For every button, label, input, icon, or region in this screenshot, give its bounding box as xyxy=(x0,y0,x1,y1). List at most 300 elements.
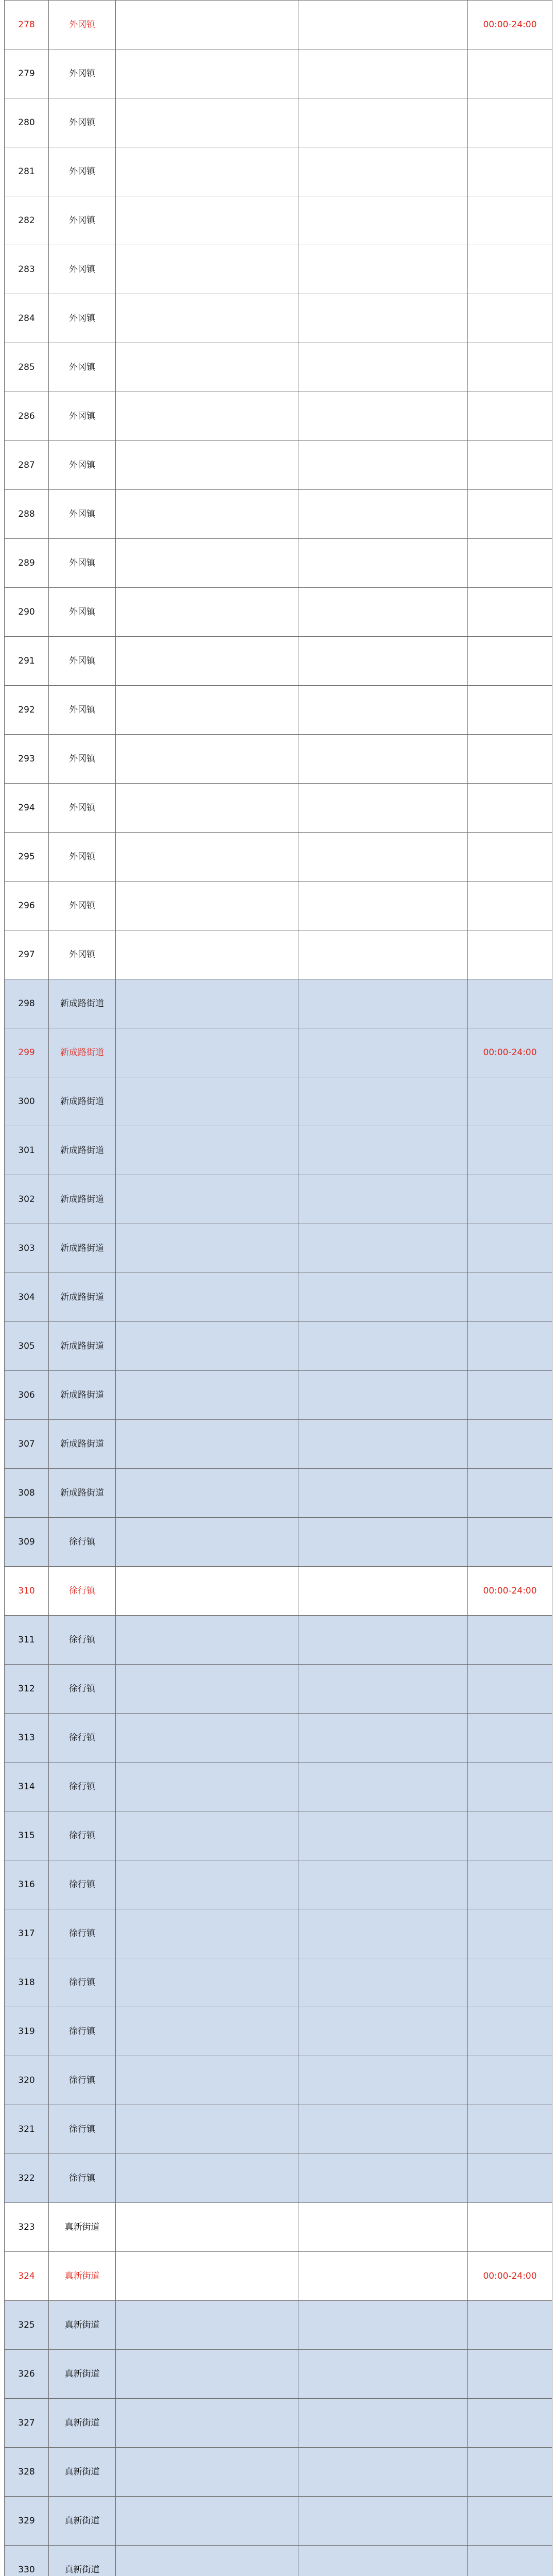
town-cell: 徐行镇 xyxy=(49,1811,116,1860)
testing-hours-cell xyxy=(468,2301,552,2350)
testing-hours-cell xyxy=(468,1518,552,1567)
testing-hours-cell xyxy=(468,2203,552,2252)
testing-hours-cell xyxy=(468,1616,552,1665)
town-cell: 真新街道 xyxy=(49,2203,116,2252)
testing-hours-cell xyxy=(468,49,552,98)
town-cell: 真新街道 xyxy=(49,2448,116,2497)
address-cell xyxy=(299,196,468,245)
row-number-cell: 313 xyxy=(5,1714,49,1762)
row-number-cell: 289 xyxy=(5,539,49,588)
town-cell: 外冈镇 xyxy=(49,539,116,588)
address-cell xyxy=(299,1469,468,1518)
testing-hours-cell xyxy=(468,98,552,147)
row-number-cell: 290 xyxy=(5,588,49,637)
table-row xyxy=(5,637,552,686)
site-name-cell xyxy=(116,2203,299,2252)
site-name-cell xyxy=(116,1028,299,1077)
town-cell: 外冈镇 xyxy=(49,784,116,833)
address-cell xyxy=(299,833,468,882)
table-row xyxy=(5,343,552,392)
address-cell xyxy=(299,1371,468,1420)
row-number-cell: 301 xyxy=(5,1126,49,1175)
table-row xyxy=(5,2497,552,2546)
address-cell xyxy=(299,979,468,1028)
table-row xyxy=(5,196,552,245)
row-number-cell: 306 xyxy=(5,1371,49,1420)
site-name-cell xyxy=(116,735,299,784)
row-number-cell: 282 xyxy=(5,196,49,245)
row-number-cell: 285 xyxy=(5,343,49,392)
address-cell xyxy=(299,49,468,98)
row-number-cell: 329 xyxy=(5,2497,49,2546)
site-name-cell xyxy=(116,2350,299,2399)
address-cell xyxy=(299,1665,468,1714)
testing-hours-cell xyxy=(468,294,552,343)
town-cell: 徐行镇 xyxy=(49,1518,116,1567)
town-cell: 外冈镇 xyxy=(49,686,116,735)
address-cell xyxy=(299,1762,468,1811)
row-number-cell: 319 xyxy=(5,2007,49,2056)
site-name-cell xyxy=(116,882,299,930)
table-row xyxy=(5,392,552,441)
testing-hours-cell xyxy=(468,2448,552,2497)
site-name-cell xyxy=(116,2056,299,2105)
table-row xyxy=(5,588,552,637)
table-row xyxy=(5,2448,552,2497)
testing-hours-cell xyxy=(468,392,552,441)
town-cell: 外冈镇 xyxy=(49,245,116,294)
address-cell xyxy=(299,735,468,784)
address-cell xyxy=(299,784,468,833)
row-number-cell: 300 xyxy=(5,1077,49,1126)
testing-hours-cell xyxy=(468,1420,552,1469)
testing-hours-cell xyxy=(468,784,552,833)
site-name-cell xyxy=(116,2399,299,2448)
site-name-cell xyxy=(116,2105,299,2154)
address-cell xyxy=(299,490,468,539)
table-row xyxy=(5,2007,552,2056)
site-name-cell xyxy=(116,245,299,294)
testing-hours-cell xyxy=(468,930,552,979)
town-cell: 真新街道 xyxy=(49,2301,116,2350)
testing-hours-cell xyxy=(468,490,552,539)
table-row xyxy=(5,2056,552,2105)
town-cell: 新成路街道 xyxy=(49,1077,116,1126)
site-name-cell xyxy=(116,441,299,490)
table-row xyxy=(5,1811,552,1860)
town-cell: 新成路街道 xyxy=(49,1175,116,1224)
site-name-cell xyxy=(116,1665,299,1714)
testing-hours-cell xyxy=(468,735,552,784)
table-row xyxy=(5,1714,552,1762)
site-name-cell xyxy=(116,1175,299,1224)
site-name-cell xyxy=(116,294,299,343)
town-cell: 外冈镇 xyxy=(49,833,116,882)
site-name-cell xyxy=(116,1077,299,1126)
site-name-cell xyxy=(116,1518,299,1567)
town-cell: 新成路街道 xyxy=(49,1469,116,1518)
testing-hours-cell xyxy=(468,2350,552,2399)
testing-hours-cell xyxy=(468,1958,552,2007)
table-row xyxy=(5,1469,552,1518)
address-cell xyxy=(299,588,468,637)
town-cell: 外冈镇 xyxy=(49,196,116,245)
testing-hours-cell xyxy=(468,245,552,294)
testing-hours-cell xyxy=(468,1126,552,1175)
row-number-cell: 305 xyxy=(5,1322,49,1371)
row-number-cell: 280 xyxy=(5,98,49,147)
row-number-cell: 311 xyxy=(5,1616,49,1665)
table-row xyxy=(5,1518,552,1567)
address-cell xyxy=(299,1909,468,1958)
town-cell: 新成路街道 xyxy=(49,1224,116,1273)
row-number-cell: 278 xyxy=(5,1,49,49)
town-cell: 新成路街道 xyxy=(49,1028,116,1077)
row-number-cell: 320 xyxy=(5,2056,49,2105)
testing-hours-cell xyxy=(468,2154,552,2203)
site-name-cell xyxy=(116,1958,299,2007)
address-cell xyxy=(299,2350,468,2399)
testing-hours-cell xyxy=(468,196,552,245)
testing-hours-cell xyxy=(468,1469,552,1518)
address-cell xyxy=(299,539,468,588)
town-cell: 新成路街道 xyxy=(49,1322,116,1371)
site-name-cell xyxy=(116,686,299,735)
site-name-cell xyxy=(116,1420,299,1469)
row-number-cell: 297 xyxy=(5,930,49,979)
testing-hours-cell xyxy=(468,2399,552,2448)
address-cell xyxy=(299,1714,468,1762)
row-number-cell: 330 xyxy=(5,2546,49,2576)
testing-hours-cell xyxy=(468,1762,552,1811)
site-name-cell xyxy=(116,1273,299,1322)
table-row xyxy=(5,1567,552,1616)
row-number-cell: 315 xyxy=(5,1811,49,1860)
row-number-cell: 316 xyxy=(5,1860,49,1909)
town-cell: 徐行镇 xyxy=(49,1665,116,1714)
address-cell xyxy=(299,2154,468,2203)
table-row xyxy=(5,1028,552,1077)
testing-hours-cell xyxy=(468,2497,552,2546)
town-cell: 新成路街道 xyxy=(49,1420,116,1469)
testing-hours-cell xyxy=(468,1811,552,1860)
table-row xyxy=(5,1077,552,1126)
town-cell: 真新街道 xyxy=(49,2497,116,2546)
table-row xyxy=(5,735,552,784)
table-row xyxy=(5,1958,552,2007)
address-cell xyxy=(299,2399,468,2448)
table-row xyxy=(5,1322,552,1371)
site-name-cell xyxy=(116,1714,299,1762)
testing-hours-cell xyxy=(468,2007,552,2056)
site-name-cell xyxy=(116,98,299,147)
town-cell: 外冈镇 xyxy=(49,147,116,196)
testing-hours-cell xyxy=(468,2105,552,2154)
town-cell: 徐行镇 xyxy=(49,1616,116,1665)
row-number-cell: 293 xyxy=(5,735,49,784)
address-cell xyxy=(299,2301,468,2350)
town-cell: 徐行镇 xyxy=(49,2154,116,2203)
row-number-cell: 281 xyxy=(5,147,49,196)
address-cell xyxy=(299,2252,468,2301)
address-cell xyxy=(299,1,468,49)
row-number-cell: 308 xyxy=(5,1469,49,1518)
site-name-cell xyxy=(116,1322,299,1371)
row-number-cell: 291 xyxy=(5,637,49,686)
town-cell: 真新街道 xyxy=(49,2252,116,2301)
address-cell xyxy=(299,1420,468,1469)
town-cell: 徐行镇 xyxy=(49,2105,116,2154)
table-row xyxy=(5,784,552,833)
address-cell xyxy=(299,392,468,441)
town-cell: 徐行镇 xyxy=(49,1958,116,2007)
testing-hours-cell xyxy=(468,1860,552,1909)
town-cell: 外冈镇 xyxy=(49,637,116,686)
town-cell: 徐行镇 xyxy=(49,2007,116,2056)
address-cell xyxy=(299,1811,468,1860)
site-name-cell xyxy=(116,1469,299,1518)
row-number-cell: 298 xyxy=(5,979,49,1028)
address-cell xyxy=(299,2448,468,2497)
site-name-cell xyxy=(116,1371,299,1420)
town-cell: 徐行镇 xyxy=(49,1714,116,1762)
testing-hours-cell xyxy=(468,1322,552,1371)
site-name-cell xyxy=(116,930,299,979)
testing-sites-table-body xyxy=(5,1,552,2576)
row-number-cell: 304 xyxy=(5,1273,49,1322)
address-cell xyxy=(299,1860,468,1909)
site-name-cell xyxy=(116,1860,299,1909)
table-row xyxy=(5,490,552,539)
testing-hours-cell: 00:00-24:00 xyxy=(468,1028,552,1077)
town-cell: 徐行镇 xyxy=(49,1762,116,1811)
town-cell: 外冈镇 xyxy=(49,588,116,637)
site-name-cell xyxy=(116,833,299,882)
table-row xyxy=(5,1,552,49)
address-cell xyxy=(299,2203,468,2252)
town-cell: 新成路街道 xyxy=(49,1371,116,1420)
site-name-cell xyxy=(116,588,299,637)
town-cell: 新成路街道 xyxy=(49,1273,116,1322)
address-cell xyxy=(299,1028,468,1077)
row-number-cell: 318 xyxy=(5,1958,49,2007)
testing-hours-cell xyxy=(468,1077,552,1126)
table-row xyxy=(5,979,552,1028)
address-cell xyxy=(299,343,468,392)
site-name-cell xyxy=(116,2301,299,2350)
address-cell xyxy=(299,1077,468,1126)
table-row xyxy=(5,882,552,930)
testing-hours-cell xyxy=(468,539,552,588)
testing-hours-cell xyxy=(468,979,552,1028)
site-name-cell xyxy=(116,1762,299,1811)
town-cell: 徐行镇 xyxy=(49,1567,116,1616)
table-row xyxy=(5,2546,552,2576)
town-cell: 外冈镇 xyxy=(49,392,116,441)
row-number-cell: 312 xyxy=(5,1665,49,1714)
site-name-cell xyxy=(116,1909,299,1958)
table-row xyxy=(5,1224,552,1273)
town-cell: 真新街道 xyxy=(49,2546,116,2576)
row-number-cell: 309 xyxy=(5,1518,49,1567)
testing-hours-cell xyxy=(468,833,552,882)
table-row xyxy=(5,1371,552,1420)
address-cell xyxy=(299,2056,468,2105)
testing-hours-cell: 00:00-24:00 xyxy=(468,1,552,49)
testing-hours-cell xyxy=(468,588,552,637)
address-cell xyxy=(299,637,468,686)
testing-hours-cell xyxy=(468,1371,552,1420)
address-cell xyxy=(299,98,468,147)
testing-hours-cell: 00:00-24:00 xyxy=(468,2252,552,2301)
address-cell xyxy=(299,2546,468,2576)
row-number-cell: 321 xyxy=(5,2105,49,2154)
site-name-cell xyxy=(116,784,299,833)
town-cell: 真新街道 xyxy=(49,2399,116,2448)
row-number-cell: 324 xyxy=(5,2252,49,2301)
address-cell xyxy=(299,441,468,490)
address-cell xyxy=(299,1567,468,1616)
town-cell: 新成路街道 xyxy=(49,1126,116,1175)
address-cell xyxy=(299,1273,468,1322)
town-cell: 外冈镇 xyxy=(49,294,116,343)
address-cell xyxy=(299,1958,468,2007)
row-number-cell: 310 xyxy=(5,1567,49,1616)
town-cell: 外冈镇 xyxy=(49,98,116,147)
site-name-cell xyxy=(116,490,299,539)
row-number-cell: 284 xyxy=(5,294,49,343)
testing-hours-cell xyxy=(468,1909,552,1958)
town-cell: 徐行镇 xyxy=(49,1860,116,1909)
address-cell xyxy=(299,1616,468,1665)
table-row xyxy=(5,49,552,98)
address-cell xyxy=(299,686,468,735)
row-number-cell: 295 xyxy=(5,833,49,882)
row-number-cell: 307 xyxy=(5,1420,49,1469)
row-number-cell: 323 xyxy=(5,2203,49,2252)
site-name-cell xyxy=(116,1,299,49)
row-number-cell: 302 xyxy=(5,1175,49,1224)
row-number-cell: 294 xyxy=(5,784,49,833)
town-cell: 徐行镇 xyxy=(49,1909,116,1958)
address-cell xyxy=(299,147,468,196)
testing-hours-cell xyxy=(468,637,552,686)
address-cell xyxy=(299,1175,468,1224)
table-row xyxy=(5,1616,552,1665)
table-row xyxy=(5,930,552,979)
address-cell xyxy=(299,245,468,294)
row-number-cell: 326 xyxy=(5,2350,49,2399)
row-number-cell: 317 xyxy=(5,1909,49,1958)
town-cell: 外冈镇 xyxy=(49,343,116,392)
town-cell: 外冈镇 xyxy=(49,49,116,98)
address-cell xyxy=(299,2105,468,2154)
table-row xyxy=(5,245,552,294)
testing-sites-table xyxy=(4,0,552,2576)
testing-hours-cell xyxy=(468,1714,552,1762)
site-name-cell xyxy=(116,343,299,392)
testing-hours-cell xyxy=(468,1224,552,1273)
address-cell xyxy=(299,1518,468,1567)
testing-hours-cell: 00:00-24:00 xyxy=(468,1567,552,1616)
address-cell xyxy=(299,2497,468,2546)
table-row xyxy=(5,441,552,490)
table-row xyxy=(5,1420,552,1469)
row-number-cell: 286 xyxy=(5,392,49,441)
address-cell xyxy=(299,930,468,979)
table-row xyxy=(5,147,552,196)
table-row xyxy=(5,294,552,343)
site-name-cell xyxy=(116,637,299,686)
row-number-cell: 314 xyxy=(5,1762,49,1811)
table-row xyxy=(5,2252,552,2301)
row-number-cell: 287 xyxy=(5,441,49,490)
address-cell xyxy=(299,882,468,930)
table-row xyxy=(5,98,552,147)
table-row xyxy=(5,2154,552,2203)
table-row xyxy=(5,2203,552,2252)
address-cell xyxy=(299,1224,468,1273)
site-name-cell xyxy=(116,1126,299,1175)
site-name-cell xyxy=(116,1567,299,1616)
site-name-cell xyxy=(116,2252,299,2301)
site-name-cell xyxy=(116,2497,299,2546)
table-row xyxy=(5,1665,552,1714)
table-row xyxy=(5,1860,552,1909)
site-name-cell xyxy=(116,979,299,1028)
row-number-cell: 303 xyxy=(5,1224,49,1273)
town-cell: 新成路街道 xyxy=(49,979,116,1028)
table-row xyxy=(5,1762,552,1811)
row-number-cell: 322 xyxy=(5,2154,49,2203)
site-name-cell xyxy=(116,1811,299,1860)
site-name-cell xyxy=(116,196,299,245)
town-cell: 外冈镇 xyxy=(49,441,116,490)
site-name-cell xyxy=(116,147,299,196)
row-number-cell: 325 xyxy=(5,2301,49,2350)
table-row xyxy=(5,686,552,735)
town-cell: 真新街道 xyxy=(49,2350,116,2399)
town-cell: 外冈镇 xyxy=(49,930,116,979)
town-cell: 徐行镇 xyxy=(49,2056,116,2105)
testing-hours-cell xyxy=(468,147,552,196)
row-number-cell: 299 xyxy=(5,1028,49,1077)
site-name-cell xyxy=(116,2448,299,2497)
table-row xyxy=(5,1126,552,1175)
row-number-cell: 288 xyxy=(5,490,49,539)
town-cell: 外冈镇 xyxy=(49,490,116,539)
site-name-cell xyxy=(116,1616,299,1665)
row-number-cell: 296 xyxy=(5,882,49,930)
testing-hours-cell xyxy=(468,2056,552,2105)
row-number-cell: 327 xyxy=(5,2399,49,2448)
town-cell: 外冈镇 xyxy=(49,735,116,784)
site-name-cell xyxy=(116,2007,299,2056)
table-row xyxy=(5,2301,552,2350)
address-cell xyxy=(299,294,468,343)
address-cell xyxy=(299,2007,468,2056)
testing-hours-cell xyxy=(468,1273,552,1322)
site-name-cell xyxy=(116,2154,299,2203)
site-name-cell xyxy=(116,49,299,98)
site-name-cell xyxy=(116,539,299,588)
table-row xyxy=(5,2105,552,2154)
testing-hours-cell xyxy=(468,441,552,490)
address-cell xyxy=(299,1322,468,1371)
testing-hours-cell xyxy=(468,2546,552,2576)
testing-hours-cell xyxy=(468,343,552,392)
testing-hours-cell xyxy=(468,882,552,930)
